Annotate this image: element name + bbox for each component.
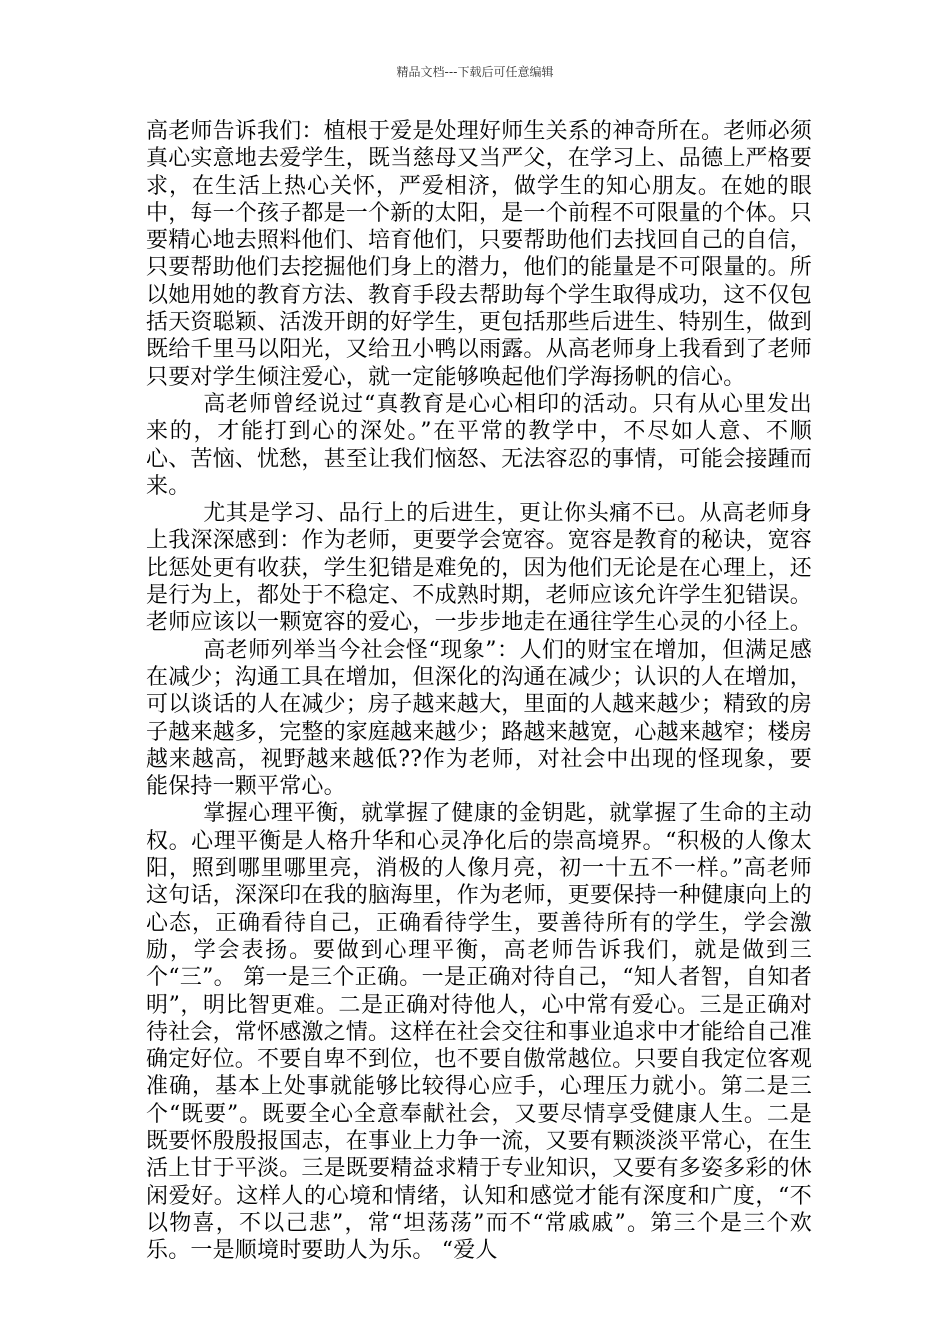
paragraph-5: 掌握心理平衡，就掌握了健康的金钥匙，就掌握了生命的主动权。心理平衡是人格升华和心灵净化后的崇高境界。“积极的人像太阳，照到哪里哪里亮，消极的人像月亮，初一十五不一样。”高老师这句话，深深印在我的脑海里，作为老师，更要保持一种健康向上的心态，正确看待自己，正确看待学生，要善待所有的学生，学会激励，学会表扬。要做到心理平衡，高老师告诉我们，就是做到三个“三”。 第一是三个正确。一是正确对待自己，“知人者智，自知者明”，明比智更难。二是正确对待他人，心中常有爱心。三是正确对待社会，常怀感激之情。这样在社会交往和事业追求中才能给自己准确定好位。不要自卑不到位，也不要自傲常越位。只要自我定位客观准确，基本上处事就能够比较得心应手，心理压力就小。第二是三个“既要”。既要全心全意奉献社会，又要尽情享受健康人生。二是既要怀殷殷报国志，在事业上力争一流，又要有颗淡淡平常心，在生活上甘于平淡。三是既要精益求精于专业知识，又要有多姿多彩的休闲爱好。这样人的心境和情绪，认知和感觉才能有深度和广度，“不以物喜，不以己悲”，常“坦荡荡”而不“常戚戚”。第三个是三个欢乐。一是顺境时要助人为乐。 “爱人 — [146, 801, 813, 1264]
paragraph-1: 高老师告诉我们：植根于爱是处理好师生关系的神奇所在。老师必须真心实意地去爱学生，既当慈母又当严父，在学习上、品德上严格要求，在生活上热心关怀，严爱相济，做学生的知心朋友。在她的眼中，每一个孩子都是一个新的太阳，是一个前程不可限量的个体。只要精心地去照料他们、培育他们，只要帮助他们去找回自己的自信，只要帮助他们去挖掘他们身上的潜力，他们的能量是不可限量的。所以她用她的教育方法、教育手段去帮助每个学生取得成功，这不仅包括天资聪颖、活泼开朗的好学生，更包括那些后进生、特别生，做到既给千里马以阳光，又给丑小鸭以雨露。从高老师身上我看到了老师只要对学生倾注爱心，就一定能够唤起他们学海扬帆的信心。 — [146, 119, 813, 390]
paragraph-2: 高老师曾经说过“真教育是心心相印的活动。只有从心里发出来的，才能打到心的深处。”在平常的教学中，不尽如人意、不顺心、苦恼、忧愁，甚至让我们恼怒、无法容忍的事情，可能会接踵而来。 — [146, 391, 813, 499]
paragraph-4: 高老师列举当今社会怪“现象”：人们的财宝在增加，但满足感在减少；沟通工具在增加，但深化的沟通在减少；认识的人在增加，可以谈话的人在减少；房子越来越大，里面的人越来越少；精致的房子越来越多，完整的家庭越来越少；路越来越宽，心越来越窄；楼房越来越高，视野越来越低??作为老师，对社会中出现的怪现象，要能保持一颗平常心。 — [146, 637, 813, 800]
page-header: 精品文档---下载后可任意编辑 — [396, 65, 554, 79]
document-body — [146, 118, 812, 1264]
paragraph-3: 尤其是学习、品行上的后进生，更让你头痛不已。从高老师身上我深深感到：作为老师，更要学会宽容。宽容是教育的秘诀，宽容比惩处更有收获，学生犯错是难免的，因为他们无论是在心理上，还是行为上，都处于不稳定、不成熟时期，老师应该允许学生犯错误。老师应该以一颗宽容的爱心，一步步地走在通往学生心灵的小径上。 — [146, 501, 813, 636]
